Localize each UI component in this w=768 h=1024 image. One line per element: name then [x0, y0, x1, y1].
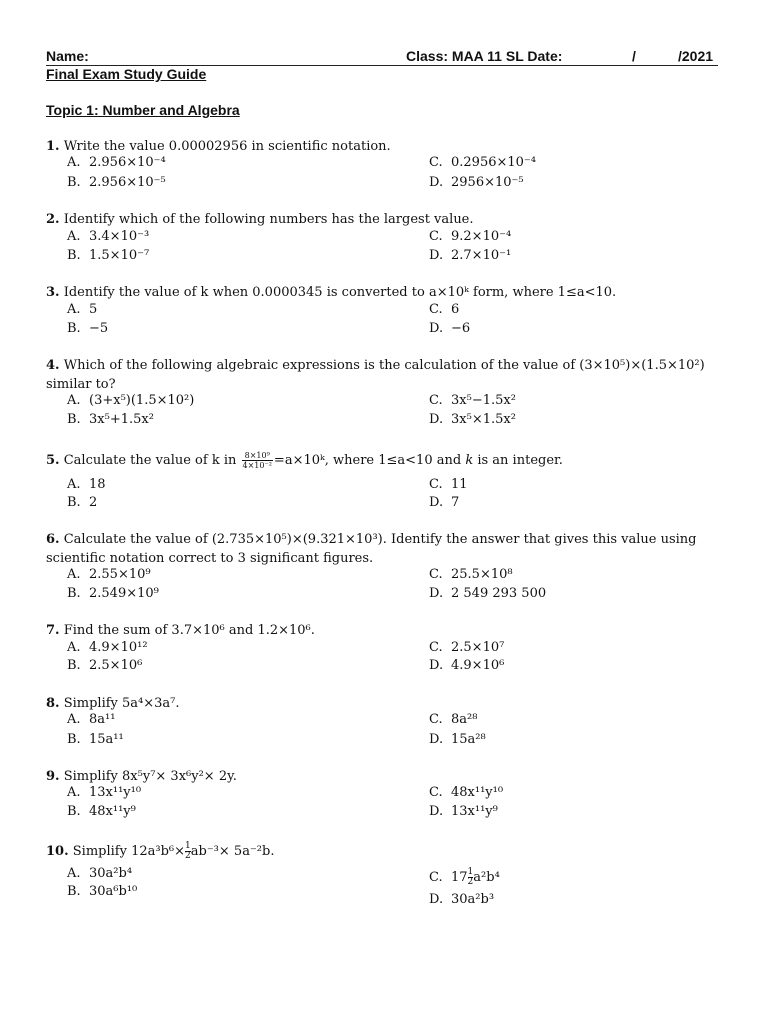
option-d[interactable]: D. 3x⁵×1.5x² [429, 412, 516, 427]
date-year: /2021 [678, 48, 714, 64]
option-a[interactable]: A. 8a¹¹ [67, 712, 116, 727]
option-d[interactable]: D. 2 549 293 500 [429, 586, 547, 601]
option-b[interactable]: B. 30a⁶b¹⁰ [67, 884, 138, 899]
option-c[interactable]: C. 11 [429, 477, 468, 492]
question-10 [46, 842, 726, 861]
option-b[interactable]: B. 48x¹¹y⁹ [67, 804, 136, 819]
date-slash: / [632, 48, 636, 64]
question-2 [46, 210, 726, 229]
question-number: 9. [46, 769, 60, 784]
question-stem: Simplify 8x⁵y⁷× 3x⁶y²× 2y. [63, 769, 237, 784]
option-a[interactable]: A. 30a²b⁴ [67, 866, 133, 881]
option-d[interactable]: D. 2.7×10⁻¹ [429, 248, 512, 263]
option-d[interactable]: D. 15a²⁸ [429, 732, 486, 747]
option-c[interactable]: C. 2.5×10⁷ [429, 640, 505, 655]
question-stem: Which of the following algebraic expressions is the calculation of the value of (3×10⁵)×(1.5×10²) [63, 358, 705, 373]
option-a[interactable]: A. 5 [67, 302, 98, 317]
option-b[interactable]: B. 2.549×10⁹ [67, 586, 159, 601]
question-stem-continued: similar to? [46, 377, 116, 392]
option-b[interactable]: B. 2.956×10⁻⁵ [67, 175, 166, 190]
topic-title: Topic 1: Number and Algebra [46, 102, 240, 118]
question-9 [46, 767, 726, 786]
option-b[interactable]: B. 15a¹¹ [67, 732, 124, 747]
option-a[interactable]: A. 3.4×10⁻³ [67, 229, 150, 244]
option-d[interactable]: D. 7 [429, 495, 460, 510]
header-line [46, 47, 718, 66]
option-c[interactable]: C. 6 [429, 302, 460, 317]
fraction: $\frac{\text{8×10⁹}}{\text{4×10⁻²}}$ [242, 451, 272, 470]
option-a[interactable]: A. 2.956×10⁻⁴ [67, 155, 166, 170]
question-stem: Identify the value of k when 0.0000345 is converted to a×10ᵏ form, where 1≤a<10. [63, 285, 617, 300]
option-a[interactable]: A. 18 [67, 477, 106, 492]
option-b[interactable]: B. 2 [67, 495, 98, 510]
question-number: 8. [46, 696, 60, 711]
option-a[interactable]: A. 2.55×10⁹ [67, 567, 151, 582]
option-c[interactable]: C. 3x⁵−1.5x² [429, 393, 516, 408]
question-4 [46, 356, 726, 394]
question-number: 4. [46, 358, 60, 373]
option-d[interactable]: D. 2956×10⁻⁵ [429, 175, 524, 190]
option-c[interactable]: C. 17 $\frac{1}{2}$ a²b⁴ [429, 867, 500, 887]
question-stem-end: is an integer. [477, 453, 563, 468]
question-stem: Simplify 5a⁴×3a⁷. [63, 696, 180, 711]
option-a[interactable]: A. 13x¹¹y¹⁰ [67, 785, 142, 800]
option-c[interactable]: C. 0.2956×10⁻⁴ [429, 155, 536, 170]
question-number: 7. [46, 623, 60, 638]
option-b[interactable]: B. 1.5×10⁻⁷ [67, 248, 150, 263]
option-b[interactable]: B. 3x⁵+1.5x² [67, 412, 154, 427]
question-stem-continued: scientific notation correct to 3 significant figures. [46, 551, 374, 566]
class-date-label: Class: MAA 11 SL Date: [406, 48, 563, 64]
question-stem: Calculate the value of k in [63, 453, 237, 468]
option-b[interactable]: B. −5 [67, 321, 109, 336]
question-number: 3. [46, 285, 60, 300]
question-7 [46, 621, 726, 640]
question-number: 5. [46, 453, 60, 468]
question-stem: Calculate the value of (2.735×10⁵)×(9.321×10³). Identify the answer that gives this value using [63, 532, 697, 547]
question-stem: Simplify 12a³b⁶× [72, 844, 186, 859]
question-number: 1. [46, 139, 60, 154]
question-stem-continued: ab⁻³× 5a⁻²b. [190, 844, 275, 859]
question-stem: Write the value 0.00002956 in scientific notation. [63, 139, 391, 154]
option-a[interactable]: A. (3+x⁵)(1.5×10²) [67, 393, 195, 408]
option-b[interactable]: B. 2.5×10⁶ [67, 658, 143, 673]
half-fraction: $\frac{1}{2}$ [185, 841, 191, 861]
option-c[interactable]: C. 9.2×10⁻⁴ [429, 229, 512, 244]
doc-title: Final Exam Study Guide [46, 66, 207, 82]
question-1 [46, 137, 726, 156]
question-number: 10. [46, 844, 69, 859]
question-8 [46, 694, 726, 713]
half-fraction: $\frac{1}{2}$ [467, 867, 474, 887]
question-3 [46, 283, 726, 302]
name-label: Name: [46, 48, 89, 64]
option-d[interactable]: D. 13x¹¹y⁹ [429, 804, 498, 819]
variable-k: k [465, 453, 474, 468]
question-stem-continued: =a×10ᵏ, where 1≤a<10 and [273, 453, 462, 468]
option-c[interactable]: C. 8a²⁸ [429, 712, 478, 727]
question-6 [46, 530, 726, 568]
option-c[interactable]: C. 48x¹¹y¹⁰ [429, 785, 504, 800]
option-d[interactable]: D. −6 [429, 321, 471, 336]
option-a[interactable]: A. 4.9×10¹² [67, 640, 148, 655]
option-c[interactable]: C. 25.5×10⁸ [429, 567, 513, 582]
option-d[interactable]: D. 4.9×10⁶ [429, 658, 505, 673]
option-d[interactable]: D. 30a²b³ [429, 892, 495, 907]
question-stem: Find the sum of 3.7×10⁶ and 1.2×10⁶. [63, 623, 315, 638]
question-number: 6. [46, 532, 60, 547]
question-number: 2. [46, 212, 60, 227]
question-5 [46, 451, 726, 470]
question-stem: Identify which of the following numbers has the largest value. [63, 212, 474, 227]
